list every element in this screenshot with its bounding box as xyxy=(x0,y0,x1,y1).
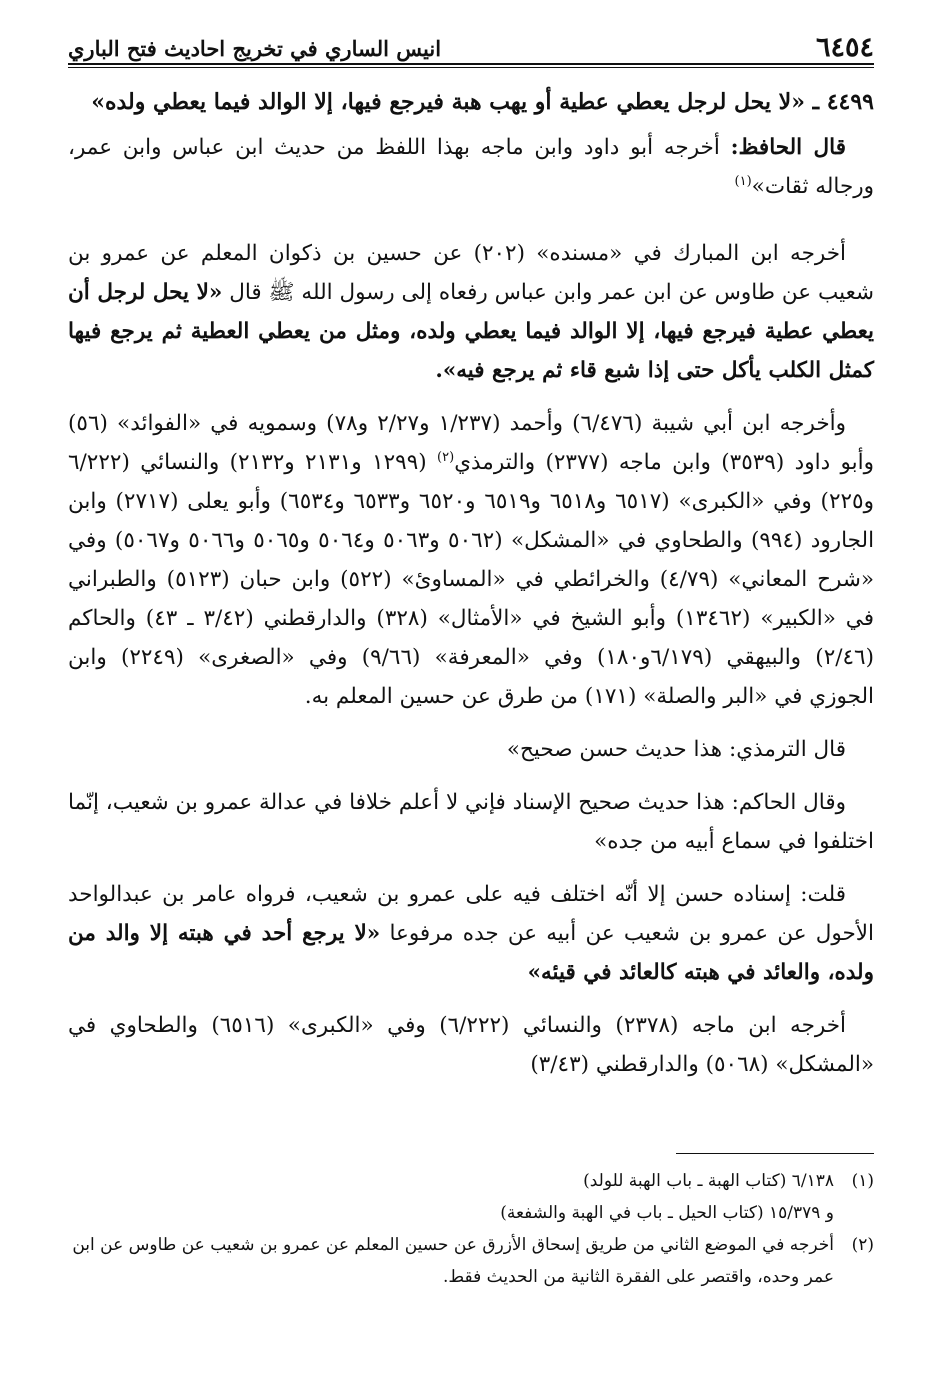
footnote-ref-1[interactable]: (١) xyxy=(734,173,752,189)
p1-text: أخرجه ابن المبارك في «مسنده» (٢٠٢) عن حسين بن ذكوان المعلم عن عمرو بن شعيب عن طاوس عن ابن عمر وابن عباس رفعاه إلى رسول الله ﷺ قال xyxy=(68,241,874,305)
p1-hadith-text: «لا يحل لرجل أن يعطي عطية فيرجع فيها، إلا الوالد فيما يعطي ولده، ومثل من يعطي العطية ثم يرجع فيها كمثل الكلب يأكل حتى إذا شبع قاء ثم يرجع فيه». xyxy=(68,280,874,383)
page-number: ٦٤٥٤ xyxy=(815,32,874,63)
main-text xyxy=(68,83,874,1098)
footnote-line: ٦/١٣٨ (كتاب الهبة ـ باب الهبة للولد) xyxy=(583,1171,834,1191)
hafiz-text: أخرجه أبو داود وابن ماجه بهذا اللفظ من حديث ابن عباس وابن عمر، ورجاله ثقات» xyxy=(68,135,874,199)
p2-text-a: وأخرجه ابن أبي شيبة (٦/٤٧٦) وأحمد (١/٢٣٧ و٢/٢٧ و٧٨) وسمويه في «الفوائد» (٥٦) وأبو داود (٣٥٣٩) وابن ماجه (٢٣٧٧) والترمذي xyxy=(68,411,875,475)
p5-text: قلت: إسناده حسن إلا أنّه اختلف فيه على عمرو بن شعيب، فرواه عامر بن عبدالواحد الأحول عن عمرو بن شعيب عن أبيه عن جده مرفوعا xyxy=(68,882,874,946)
footnote-number: (٢) xyxy=(851,1235,874,1255)
footnote-2 xyxy=(68,1229,874,1293)
hakim-paragraph: وقال الحاكم: هذا حديث صحيح الإسناد فإني لا أعلم خلافا في عدالة عمرو بن شعيب، إنّما اختلفوا في سماع أبيه من جده» xyxy=(68,790,874,854)
page-header xyxy=(68,30,874,64)
footnote-ref-2[interactable]: (٢) xyxy=(437,449,455,465)
footnote-divider xyxy=(676,1153,874,1154)
running-title: انيس الساري في تخريج احاديث فتح الباري xyxy=(68,36,442,61)
footnote-number: (١) xyxy=(851,1171,874,1191)
tirmidhi-paragraph: قال الترمذي: هذا حديث حسن صحيح» xyxy=(506,737,846,762)
header-rule-thick xyxy=(68,63,874,65)
footnote-line: و ١٥/٣٧٩ (كتاب الحيل ـ باب في الهبة والشفعة) xyxy=(500,1203,834,1223)
hafiz-label: قال الحافظ: xyxy=(730,135,846,160)
takhrij-paragraph-2 xyxy=(68,404,874,716)
p2-text-b: (١٢٩٩ و٢١٣١ و٢١٣٢) والنسائي (٦/٢٢٢ و٢٢٥) وفي «الكبرى» (٦٥١٧ و٦٥١٨ و٦٥١٩ و٦٥٢٠ و٦٥٣٣ و٦٥٣٤) وأبو يعلى (٢٧١٧) وابن الجارود (٩٩٤) والطحاوي في «المشكل» (٥٠٦٢ و٥٠٦٣ و٥٠٦٤ و٥٠٦٥ و٥٠٦٦ و٥٠٦٧) وفي «شرح المعاني» (٤/٧٩) والخرائطي في «المساوئ» (٥٢٢) وابن حبان (٥١٢٣) والطبراني في «الكبير» (١٣٤٦٢) وأبو الشيخ في «الأمثال» (٣٢٨) والدارقطني (٣/٤٢ ـ ٤٣) والحاكم (٢/٤٦) والبيهقي (٦/١٧٩و١٨٠) وفي «المعرفة» (٩/٦٦) وفي «الصغرى» (٢٢٤٩) وابن الجوزي في «البر والصلة» (١٧١) من طرق عن حسين المعلم به. xyxy=(68,450,875,709)
footnotes xyxy=(68,1165,874,1293)
takhrij-paragraph-1 xyxy=(68,234,874,390)
takhrij-paragraph-3: أخرجه ابن ماجه (٢٣٧٨) والنسائي (٦/٢٢٢) وفي «الكبرى» (٦٥١٦) والطحاوي في «المشكل» (٥٠٦٨) والدارقطني (٣/٤٣) xyxy=(68,1013,874,1077)
footnote-line: أخرجه في الموضع الثاني من طريق إسحاق الأزرق عن حسين المعلم عن عمرو بن شعيب عن طاوس عن ابن عمر وحده، واقتصر على الفقرة الثانية من الحديث فقط. xyxy=(72,1235,834,1287)
hafiz-paragraph xyxy=(68,128,874,206)
p5-hadith-text: «لا يرجع أحد في هبته إلا والد من ولده، والعائد في هبته كالعائد في قيئه» xyxy=(68,921,874,985)
footnote-1 xyxy=(68,1165,874,1229)
hadith-heading xyxy=(68,83,874,122)
author-comment-paragraph xyxy=(68,875,874,992)
hadith-number: ٤٤٩٩ ـ xyxy=(812,89,874,115)
hadith-text: «لا يحل لرجل يعطي عطية أو يهب هبة فيرجع فيها، إلا الوالد فيما يعطي ولده» xyxy=(91,89,805,115)
header-rule-thin xyxy=(68,67,874,68)
